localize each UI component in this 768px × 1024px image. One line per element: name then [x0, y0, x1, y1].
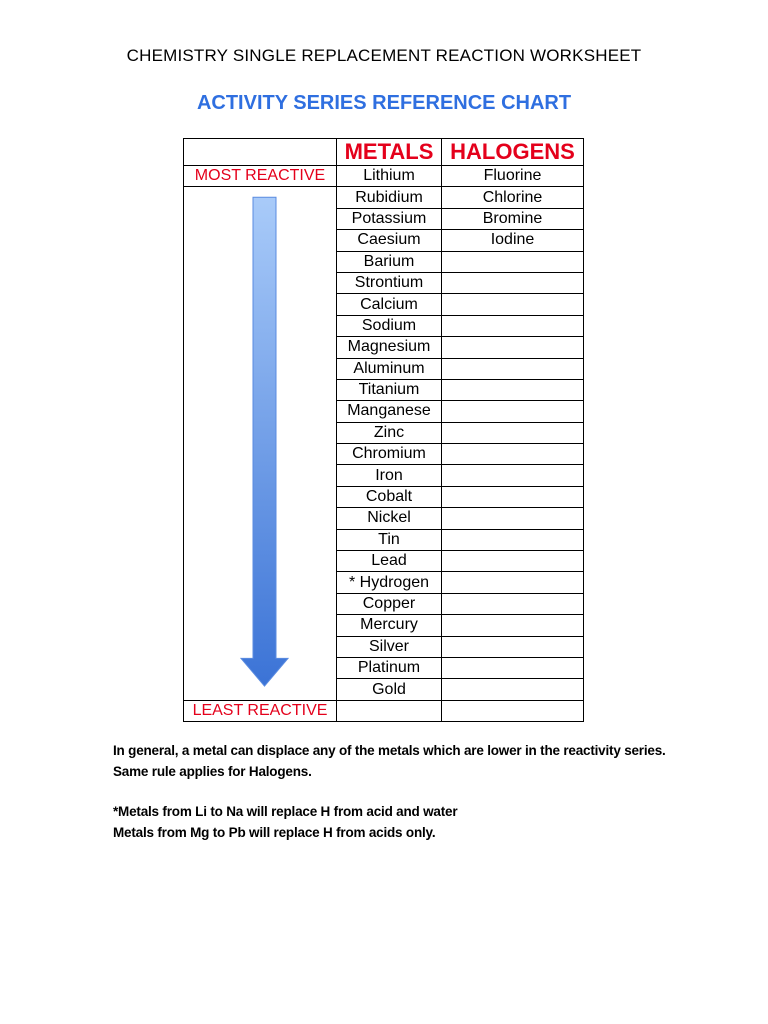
- metal-cell: Copper: [337, 593, 442, 614]
- halogen-cell: [442, 593, 584, 614]
- halogen-cell: [442, 465, 584, 486]
- series-body: [184, 166, 584, 722]
- halogen-cell: [442, 508, 584, 529]
- metal-cell: Silver: [337, 636, 442, 657]
- note-hydrogen-acids: Metals from Mg to Pb will replace H from acids only.: [113, 824, 436, 840]
- halogen-cell: [442, 551, 584, 572]
- empty-cell: [337, 700, 442, 721]
- halogen-cell: [442, 529, 584, 550]
- halogen-cell: Fluorine: [442, 166, 584, 187]
- chart-title: ACTIVITY SERIES REFERENCE CHART: [196, 92, 572, 114]
- metal-cell: Nickel: [337, 508, 442, 529]
- halogen-cell: [442, 315, 584, 336]
- halogen-cell: [442, 657, 584, 678]
- note-halogens: Same rule applies for Halogens.: [113, 763, 312, 779]
- halogen-cell: [442, 444, 584, 465]
- metal-cell: Gold: [337, 679, 442, 700]
- metal-cell: Cobalt: [337, 486, 442, 507]
- halogen-cell: [442, 572, 584, 593]
- metal-cell: Caesium: [337, 230, 442, 251]
- halogen-cell: [442, 358, 584, 379]
- metal-cell: Iron: [337, 465, 442, 486]
- halogen-cell: [442, 294, 584, 315]
- down-arrow-icon: [184, 187, 336, 699]
- metal-cell: Titanium: [337, 379, 442, 400]
- metal-cell: Lithium: [337, 166, 442, 187]
- empty-cell: [442, 700, 584, 721]
- halogen-cell: [442, 422, 584, 443]
- metal-cell: Sodium: [337, 315, 442, 336]
- halogen-cell: [442, 401, 584, 422]
- halogen-cell: [442, 251, 584, 272]
- metal-cell: Calcium: [337, 294, 442, 315]
- halogen-cell: [442, 615, 584, 636]
- halogens-header: HALOGENS: [442, 139, 584, 166]
- halogen-cell: Chlorine: [442, 187, 584, 208]
- metal-cell: Magnesium: [337, 337, 442, 358]
- header-row: [184, 139, 584, 166]
- metal-cell: Zinc: [337, 422, 442, 443]
- halogen-cell: [442, 379, 584, 400]
- table-row: [184, 166, 584, 187]
- most-reactive-label: MOST REACTIVE: [184, 166, 337, 187]
- document-title: CHEMISTRY SINGLE REPLACEMENT REACTION WORKSHEET: [126, 46, 642, 65]
- least-reactive-label: LEAST REACTIVE: [184, 700, 337, 721]
- metal-cell: Manganese: [337, 401, 442, 422]
- notes: [113, 741, 673, 843]
- activity-series-table: [183, 138, 584, 722]
- halogen-cell: [442, 679, 584, 700]
- metals-header: METALS: [337, 139, 442, 166]
- metal-cell: Mercury: [337, 615, 442, 636]
- metal-cell: Potassium: [337, 208, 442, 229]
- table-row: [184, 187, 584, 208]
- metal-cell: Aluminum: [337, 358, 442, 379]
- metal-cell: Lead: [337, 551, 442, 572]
- halogen-cell: [442, 486, 584, 507]
- metal-cell: Tin: [337, 529, 442, 550]
- halogen-cell: [442, 272, 584, 293]
- note-general: In general, a metal can displace any of the metals which are lower in the reactivity series.: [113, 743, 666, 758]
- header-blank-cell: [184, 139, 337, 166]
- note-hydrogen-water: *Metals from Li to Na will replace H from acid and water: [113, 804, 458, 819]
- least-reactive-row: [184, 700, 584, 721]
- halogen-cell: Bromine: [442, 208, 584, 229]
- halogen-cell: Iodine: [442, 230, 584, 251]
- metal-cell: Platinum: [337, 657, 442, 678]
- arrow-cell: [184, 187, 337, 700]
- halogen-cell: [442, 636, 584, 657]
- metal-cell: Barium: [337, 251, 442, 272]
- metal-cell: Rubidium: [337, 187, 442, 208]
- metal-cell: * Hydrogen: [337, 572, 442, 593]
- metal-cell: Chromium: [337, 444, 442, 465]
- metal-cell: Strontium: [337, 272, 442, 293]
- halogen-cell: [442, 337, 584, 358]
